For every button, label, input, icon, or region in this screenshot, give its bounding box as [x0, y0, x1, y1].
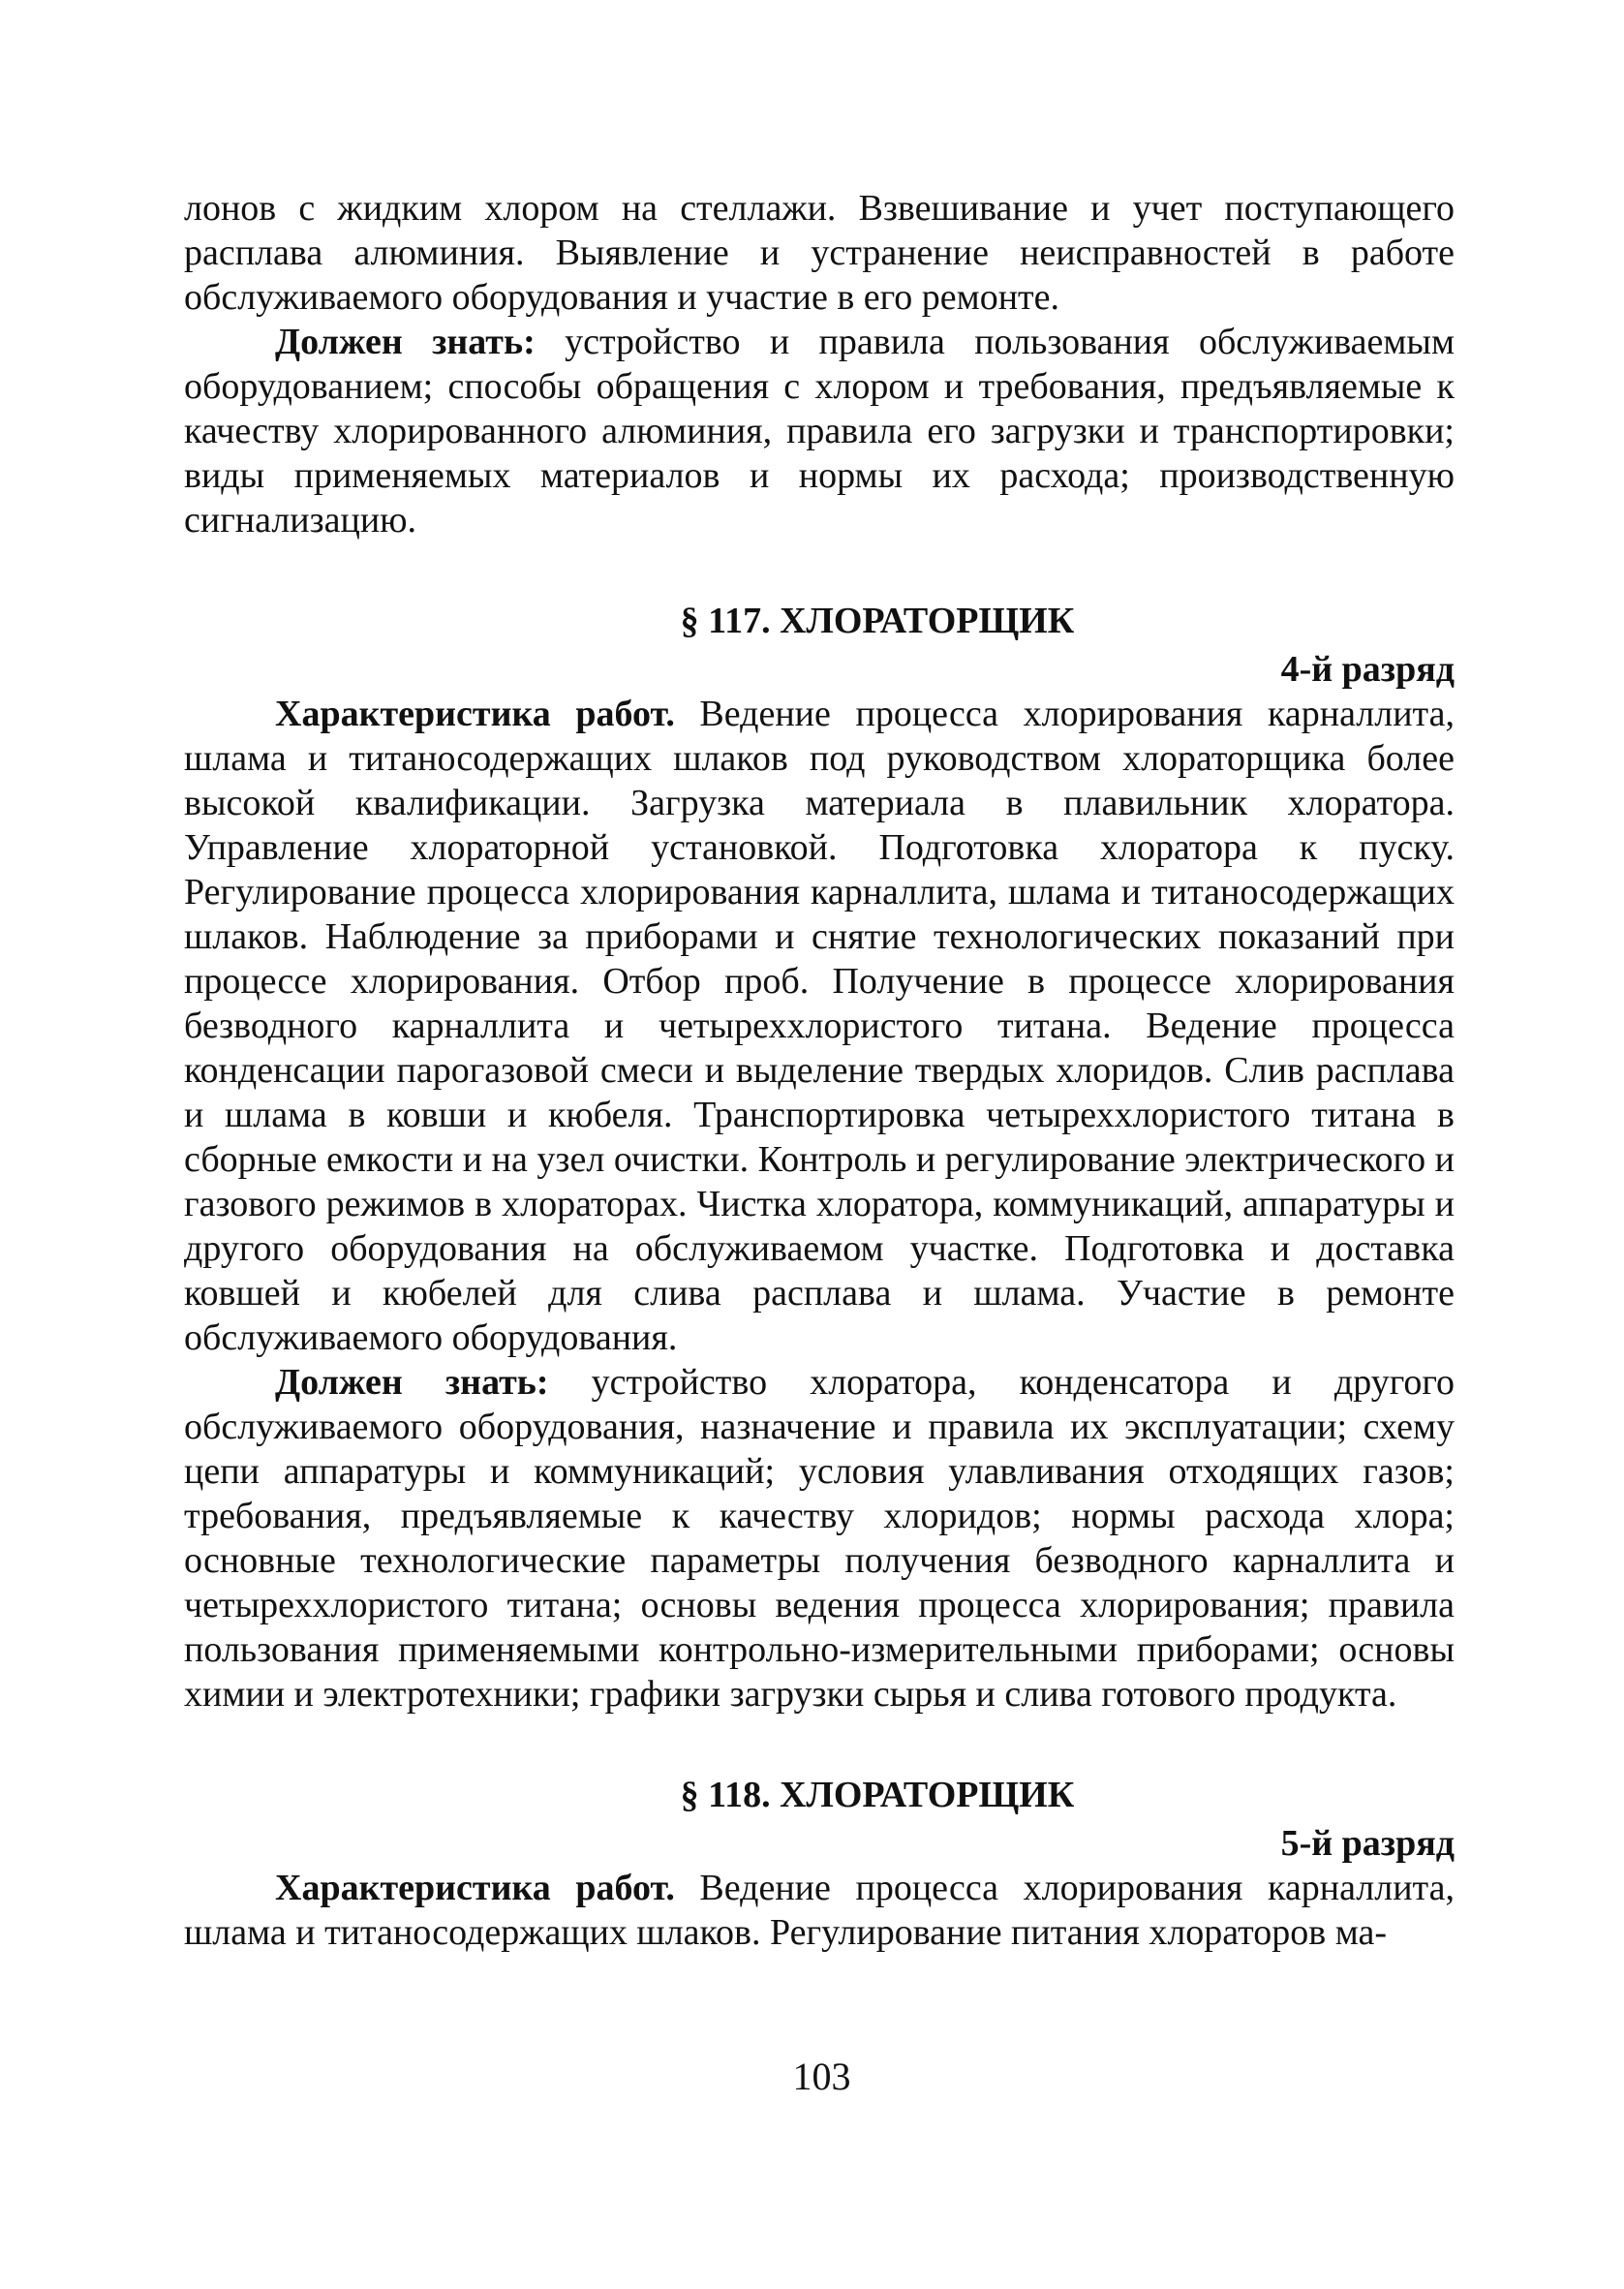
section-118-title: § 118. ХЛОРАТОРЩИК: [680, 1775, 1075, 1815]
page-number: 103: [792, 2055, 851, 2098]
section-117-title: § 117. ХЛОРАТОРЩИК: [680, 601, 1075, 641]
section-118-grade: 5-й разряд: [1280, 1823, 1455, 1864]
continuation-paragraph: [184, 186, 1455, 320]
section-118-characteristics-text: Ведение процесса хлорирования карналлита, шлама и титаносодержащих шлаков. Регулирование питания хлораторов ма-: [184, 1868, 1455, 1953]
page-body: [184, 186, 1455, 1955]
section-118-characteristics: [184, 1866, 1455, 1955]
knowledge-paragraph-prev: [184, 320, 1455, 542]
continuation-text: лонов с жидким хлором на стеллажи. Взвешивание и учет поступающего расплава алюминия. Выявление и устранение неисправностей в работе обслуживаемого оборудования и участие в его ремонте.: [184, 188, 1455, 318]
knowledge-label-prev: Должен знать:: [275, 322, 536, 362]
section-117-characteristics: [184, 692, 1455, 1360]
section-117-knowledge: [184, 1360, 1455, 1717]
section-117-knowledge-label: Должен знать:: [275, 1362, 549, 1403]
section-117-characteristics-label: Характеристика работ.: [275, 694, 675, 734]
section-118-characteristics-label: Характеристика работ.: [275, 1868, 675, 1908]
section-117-characteristics-text: Ведение процесса хлорирования карналлита, шлама и титаносодержащих шлаков под руководством хлораторщика более высокой квалификации. Загрузка материала в плавильник хлоратора. Управление хлораторной установкой. Подготовка хлоратора к пуску. Регулирование процесса хлорирования карналлита, шлама и титаносодержащих шлаков. Наблюдение за приборами и снятие технологических показаний при процессе хлорирования. Отбор проб. Получение в процессе хлорирования безводного карналлита и четыреххлористого титана. Ведение процесса конденсации парогазовой смеси и выделение твердых хлоридов. Слив расплава и шлама в ковши и кюбеля. Транспортировка четыреххлористого титана в сборные емкости и на узел очистки. Контроль и регулирование электрического и газового режимов в хлораторах. Чистка хлоратора, коммуникаций, аппаратуры и другого оборудования на обслуживаемом участке. Подготовка и доставка ковшей и кюбелей для слива расплава и шлама. Участие в ремонте обслуживаемого оборудования.: [184, 694, 1455, 1358]
section-117-grade: 4-й разряд: [1280, 649, 1455, 690]
section-117-knowledge-text: устройство хлоратора, конденсатора и другого обслуживаемого оборудования, назначение и правила их эксплуатации; схему цепи аппаратуры и коммуникаций; условия улавливания отходящих газов; требования, предъявляемые к качеству хлоридов; нормы расхода хлора; основные технологические параметры получения безводного карналлита и четыреххлористого титана; основы ведения процесса хлорирования; правила пользования применяемыми контрольно-измерительными приборами; основы химии и электротехники; графики загрузки сырья и слива готового продукта.: [184, 1362, 1455, 1715]
knowledge-text-prev: устройство и правила пользования обслуживаемым оборудованием; способы обращения с хлором и требования, предъявляемые к качеству хлорированного алюминия, правила его загрузки и транспортировки; виды применяемых материалов и нормы их расхода; производственную сигнализацию.: [184, 322, 1455, 541]
